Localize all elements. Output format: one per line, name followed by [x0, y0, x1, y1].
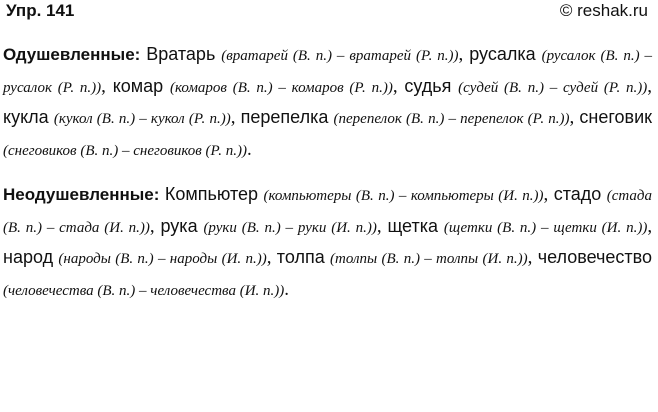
- animate-note: (судей (В. п.) – судей (Р. п.)): [458, 79, 648, 96]
- inanimate-note: (толпы (В. п.) – толпы (И. п.)): [330, 251, 528, 267]
- inanimate-note: (народы (В. п.) – народы (И. п.)): [58, 251, 267, 267]
- animate-note: (перепелок (В. п.) – перепелок (Р. п.)): [333, 111, 570, 127]
- animate-word: комар: [112, 75, 164, 96]
- inanimate-note: (компьютеры (В. п.) – компьютеры (И. п.)): [263, 188, 544, 204]
- inanimate-note: (щетки (В. п.) – щетки (И. п.)): [443, 219, 648, 236]
- inanimate-note: (стада (В. п.) – стада (И. п.)): [3, 188, 652, 236]
- site-watermark: © reshak.ru: [559, 1, 648, 20]
- separator: ,: [392, 75, 398, 97]
- page-header: [3, 0, 652, 30]
- animate-label: Одушевленные:: [3, 45, 141, 64]
- inanimate-word: человечество: [537, 247, 653, 267]
- animate-note: (снеговиков (В. п.) – снеговиков (Р. п.)): [3, 142, 247, 159]
- animate-note: (кукол (В. п.) – кукол (Р. п.)): [53, 111, 231, 127]
- separator: ,: [266, 247, 272, 268]
- inanimate-label: Неодушевленные:: [3, 185, 160, 204]
- animate-note: (русалок (В. п.) – русалок (Р. п.)): [3, 48, 653, 96]
- inanimate-word: толпа: [276, 247, 325, 267]
- animate-word: судья: [404, 75, 452, 96]
- separator: ,: [647, 215, 653, 237]
- separator: .: [246, 138, 252, 160]
- animate-word: снеговик: [579, 107, 653, 127]
- separator: ,: [527, 247, 533, 268]
- inanimate-note: (руки (В. п.) – руки (И. п.)): [203, 219, 377, 236]
- animate-word: кукла: [3, 107, 49, 127]
- inanimate-word: щетка: [387, 215, 438, 236]
- inanimate-paragraph: [3, 180, 652, 306]
- separator: ,: [230, 107, 236, 128]
- separator: ,: [101, 75, 106, 97]
- exercise-title: Упр. 141: [6, 1, 75, 20]
- separator: ,: [647, 75, 653, 97]
- animate-word: Вратарь: [146, 44, 216, 64]
- separator: ,: [149, 215, 155, 237]
- inanimate-word: стадо: [553, 184, 602, 204]
- animate-word: русалка: [469, 44, 536, 64]
- separator: ,: [458, 44, 464, 65]
- separator: ,: [543, 184, 549, 205]
- inanimate-word: народ: [3, 247, 54, 267]
- inanimate-word: Компьютер: [164, 184, 259, 204]
- animate-note: (комаров (В. п.) – комаров (Р. п.)): [169, 79, 393, 96]
- separator: ,: [376, 215, 382, 237]
- animate-note: (вратарей (В. п.) – вратарей (Р. п.)): [221, 48, 459, 64]
- animate-paragraph: [3, 40, 652, 166]
- inanimate-note: (человечества (В. п.) – человечества (И. п.)): [3, 282, 285, 299]
- separator: ,: [569, 107, 575, 128]
- animate-word: перепелка: [240, 107, 329, 127]
- inanimate-word: рука: [160, 215, 198, 236]
- separator: .: [284, 278, 290, 300]
